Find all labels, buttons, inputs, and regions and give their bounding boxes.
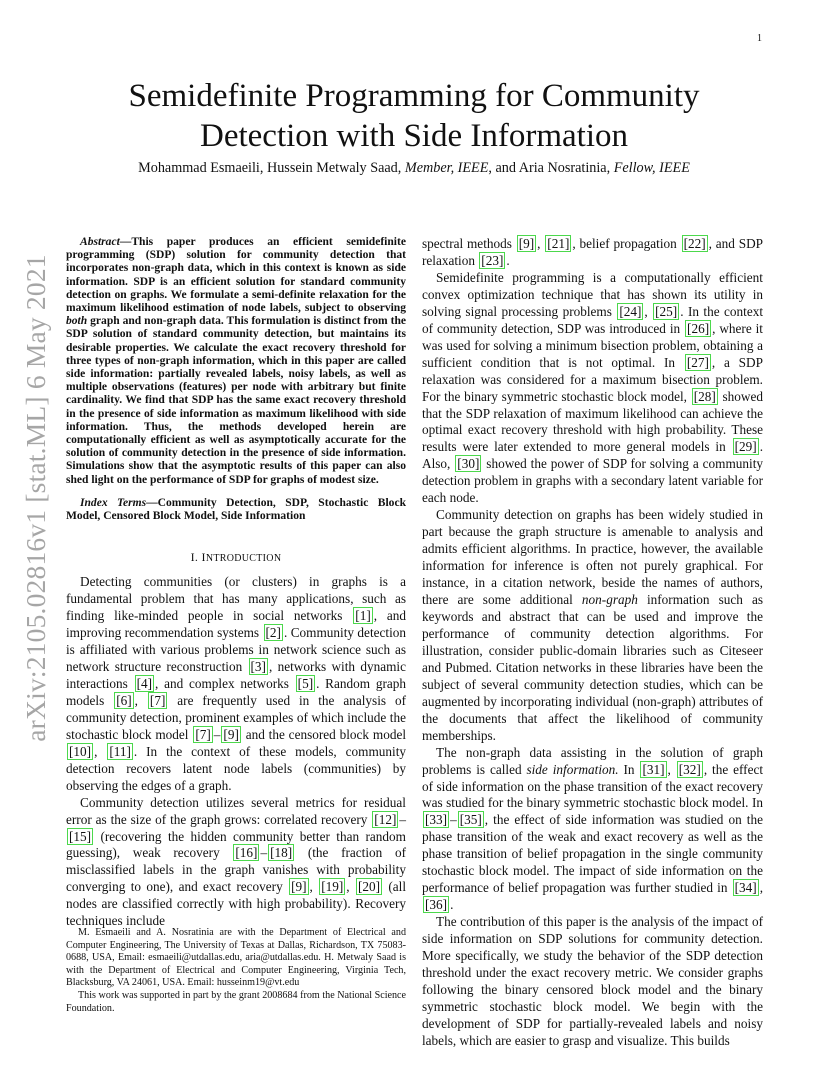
intro-paragraph-sdp: Semidefinite programming is a computationally efficient convex optimization technique that has shown its utility in solving signal processing problems [24] , [25] . In the context of community detection, SDP was introduced in [26] , where it was used for solving a minimum bisection problem, obtaining a sufficient condition that is not optimal. In [27] , a SDP relaxation was considered for a maximum bisection problem. For the binary symmetric stochastic block model, [28] showed that the SDP relaxation of maximum likelihood can achieve the optimal exact recovery threshold with high probability. These results were later extended to more general models in [29] . Also, [30] showed the power of SDP for solving a community detection problem in graphs with a secondary latent variable for each node. <box>422 269 764 506</box>
left-column <box>66 236 406 930</box>
title-line-1: Semidefinite Programming for Community <box>128 78 700 114</box>
intro-paragraph-side-information <box>422 745 763 915</box>
citation-link[interactable]: [1] <box>355 608 371 624</box>
footnote-funding: This work was supported in part by the grant 2008684 from the National Science Foundation. <box>66 989 406 1014</box>
citation-link[interactable]: [18] <box>270 845 293 861</box>
abstract-label: Abstract <box>80 236 120 248</box>
citation-link[interactable]: [9] <box>291 879 307 895</box>
citation-link[interactable]: [19] <box>321 879 344 895</box>
citation-link[interactable]: [7] <box>149 692 166 708</box>
citation-link[interactable]: [3] <box>250 658 266 674</box>
footnotes <box>66 927 406 1015</box>
paragraph-text-with-citations: In [31] , [32] , the effect of side information on the phase transition of the exact recovery was studied for the binary symmetric stochastic block model. In [33] – [35] , the effect of side information was studied on the phase transition of the weak and exact recovery as well as the phase transition of belief propagation in the single community stochastic block model. The impact of side information on the performance of belief propagation was further studied in [34] , [36] . <box>422 761 764 913</box>
footnote-affiliations: M. Esmaeili and A. Nosratinia are with the Department of Electrical and Computer Engineering, The University of Texas at Dallas, Richardson, TX 75083-0688, USA, Email: esmaeili@utdallas.edu, aria@utdallas.edu. H. Metwaly Saad is with the Department of Electrical and Computer Engineering, Virginia Tech, Blacksburg, VA 24061, USA. Email: husseinm19@vt.edu <box>66 927 406 989</box>
paragraph-text: information such as keywords and abstract that can be used and improve the performance of community detection algorithms. For illustration, consider public-domain libraries such as Citeseer and Pubmed. Citation networks in these libraries have been the subject of several community detection studies, which can be augmented by incorporating individual (non-graph) attributes of the documents that affect the likelihood of community memberships. <box>422 592 763 743</box>
citation-link[interactable]: [27] <box>686 354 709 370</box>
citation-link[interactable]: [24] <box>619 303 642 319</box>
citation-link[interactable]: [16] <box>235 845 258 861</box>
citation-link[interactable]: [34] <box>734 880 757 896</box>
citation-link[interactable]: [7] <box>195 726 211 742</box>
abstract-text-2: graph and non-graph data. This formulation is distinct from the SDP solution of standard community detection, but maintains its desirable properties. We calculate the exact recovery threshold for three types of non-graph information, which in this paper are called side information: partially revealed labels, noisy labels, as well as multiple observations (features) per node with arbitrary but finite cardinality. We find that SDP has the same exact recovery threshold in the presence of side information as maximum likelihood with side information. Thus, the methods developed herein are computationally efficient as well as asymptotically accurate for the solution of community detection in the presence of side information. Simulations show that the asymptotic results of this paper can also shed light on the performance of SDP for graphs of modest size. <box>66 315 406 486</box>
intro-paragraph-continued: spectral methods [9] , [21] , belief propagation [22] , and SDP relaxation [23] . <box>422 236 764 268</box>
citation-link[interactable]: [32] <box>678 761 701 777</box>
citation-link[interactable]: [6] <box>116 692 132 708</box>
citation-link[interactable]: [15] <box>69 828 92 844</box>
index-terms-label: Index Terms <box>80 496 147 509</box>
citation-link[interactable]: [4] <box>136 675 153 691</box>
citation-link[interactable]: [12] <box>374 811 397 827</box>
citation-link[interactable]: [2] <box>265 625 281 641</box>
citation-link[interactable]: [30] <box>457 456 480 472</box>
citation-link[interactable]: [36] <box>425 897 448 913</box>
citation-link[interactable]: [5] <box>297 675 314 691</box>
paragraph-text: The non-graph data assisting in the solution of graph problems is called <box>422 744 763 777</box>
right-column <box>422 236 763 1050</box>
citation-link[interactable]: [29] <box>734 439 757 455</box>
section-title-rest: NTRODUCTION <box>205 553 282 565</box>
citation-link[interactable]: [23] <box>481 252 504 268</box>
intro-paragraph-1: Detecting communities (or clusters) in graphs is a fundamental problem that has many applications, such as finding like-minded people in social networks [1] , and improving recommendation systems [2] . Community detection is affiliated with various problems in network science such as network structure reconstruction [3] , networks with dynamic interactions [4] , and complex networks [5] . Random graph models [6] , [7] are frequently used in the analysis of community detection, prominent examples of which include the stochastic block model [7] – [9] and the censored block model [10] , [11] . In the context of these models, community detection recovers latent node labels (communities) by observing the edges of a graph. <box>66 574 407 793</box>
citation-link[interactable]: [20] <box>357 879 381 895</box>
emphasis-side-information: side information. <box>526 761 619 777</box>
emphasis-non-graph: non-graph <box>581 592 638 608</box>
arxiv-stamp-text: arXiv:2105.02816v1 [stat.ML] 6 May 2021 <box>20 254 51 742</box>
citation-link[interactable]: [11] <box>109 743 131 759</box>
abstract-emphasis: both <box>66 315 88 328</box>
author-role-member: Member, IEEE <box>404 160 489 176</box>
author-role-fellow: Fellow, IEEE <box>613 160 690 176</box>
citation-link[interactable]: [28] <box>693 388 716 404</box>
citation-link[interactable]: [26] <box>687 320 710 336</box>
section-heading-introduction <box>66 549 406 568</box>
abstract-dash: — <box>119 236 132 248</box>
intro-paragraph-contribution: The contribution of this paper is the analysis of the impact of side information on SDP solutions for community detection. More specifically, we study the behavior of the SDP detection threshold under the exact recovery metric. We consider graphs following the binary censored block model and the binary symmetric stochastic block model. We begin with the development of SDP for partially-revealed labels and noisy labels, which are easier to grasp and visualize. This builds <box>422 914 763 1048</box>
section-numeral: I. I <box>190 550 206 565</box>
citation-link[interactable]: [22] <box>683 236 706 251</box>
citation-link[interactable]: [35] <box>459 812 482 828</box>
paragraph-text: Community detection on graphs has been widely studied in part because the graph structure is amenable to analysis and admits efficient algorithms. In practice, however, the available information for inference is often not purely graphical. For instance, in a citation network, beside the names of authors, there are some additional <box>422 507 763 608</box>
author-list <box>64 160 764 177</box>
citation-link[interactable]: [9] <box>223 726 239 742</box>
citation-link[interactable]: [21] <box>547 236 570 251</box>
citation-link[interactable]: [9] <box>518 236 535 251</box>
index-terms-text: Community Detection, SDP, Stochastic Block Model, Censored Block Model, Side Information <box>66 496 406 523</box>
intro-paragraph-non-graph <box>422 507 763 744</box>
author-names-2: , and Aria Nosratinia, <box>488 160 614 176</box>
author-names-1: Mohammad Esmaeili, Hussein Metwaly Saad, <box>138 160 405 176</box>
paper-title <box>64 76 764 156</box>
index-terms <box>66 497 406 523</box>
index-terms-dash: — <box>146 496 158 509</box>
intro-paragraph-2: Community detection utilizes several metrics for residual error as the size of the graph grows: correlated recovery [12] –[15] (recovering the hidden community better than random guessing), weak recovery [16] – [18] (the fraction of misclassified labels in the graph vanishes with probability converging to one), and exact recovery [9] , [19] , [20] (all nodes are classified correctly with high probability). Recovery techniques include <box>66 794 407 929</box>
abstract-text-1: This paper produces an efficient semidefinite programming (SDP) solution for community detection that incorporates non-graph data, which in this context is known as side information. SDP is an efficient solution for standard community detection on graphs. We formulate a semi-definite relaxation for the maximum likelihood estimation of node labels, subject to observing <box>66 236 406 315</box>
citation-link[interactable]: [10] <box>69 743 92 759</box>
page-number: 1 <box>757 33 762 44</box>
citation-link[interactable]: [25] <box>655 303 678 319</box>
citation-link[interactable]: [33] <box>425 812 448 828</box>
title-line-2: Detection with Side Information <box>200 118 628 154</box>
abstract <box>66 236 406 487</box>
citation-link[interactable]: [31] <box>642 761 665 777</box>
arxiv-identifier-stamp[interactable] <box>16 248 56 748</box>
